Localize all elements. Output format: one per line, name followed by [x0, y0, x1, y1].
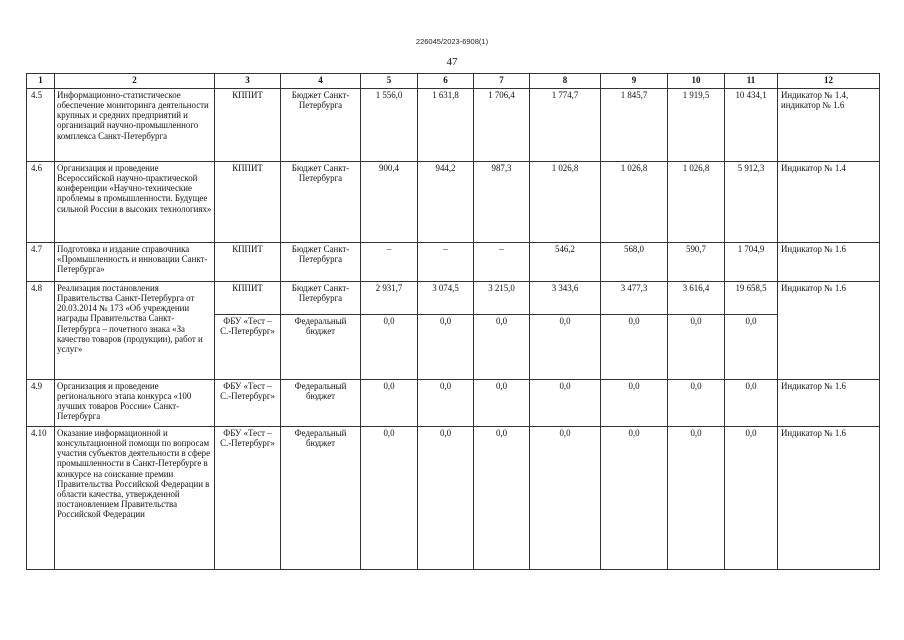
- value-cell: 0,0: [361, 315, 418, 380]
- total-cell: 5 912,3: [725, 162, 778, 243]
- table-row: [27, 427, 880, 570]
- row-number: 4.9: [27, 380, 55, 427]
- indicator: Индикатор № 1.6: [778, 380, 880, 427]
- col-header: 1: [27, 74, 55, 89]
- executor: КППИТ: [215, 162, 281, 243]
- value-cell: 0,0: [601, 427, 668, 570]
- value-cell: 2 931,7: [361, 282, 418, 315]
- col-header: 12: [778, 74, 880, 89]
- indicator: Индикатор № 1.4: [778, 162, 880, 243]
- row-number: 4.8: [27, 282, 55, 380]
- total-cell: 0,0: [725, 427, 778, 570]
- indicator: Индикатор № 1.6: [778, 282, 880, 380]
- funding-source: Федеральный бюджет: [281, 315, 361, 380]
- value-cell: 3 616,4: [668, 282, 725, 315]
- value-cell: 1 026,8: [601, 162, 668, 243]
- value-cell: 0,0: [530, 315, 601, 380]
- total-cell: 10 434,1: [725, 89, 778, 162]
- value-cell: 0,0: [474, 427, 530, 570]
- table-row: [27, 89, 880, 162]
- value-cell: 0,0: [668, 380, 725, 427]
- col-header: 3: [215, 74, 281, 89]
- col-header: 5: [361, 74, 418, 89]
- value-cell: 1 706,4: [474, 89, 530, 162]
- program-table: [26, 73, 880, 570]
- value-cell: 0,0: [361, 380, 418, 427]
- table-row: [27, 380, 880, 427]
- value-cell: 1 631,8: [418, 89, 474, 162]
- total-cell: 0,0: [725, 315, 778, 380]
- value-cell: 1 845,7: [601, 89, 668, 162]
- value-cell: 0,0: [418, 315, 474, 380]
- col-header: 9: [601, 74, 668, 89]
- value-cell: 0,0: [601, 380, 668, 427]
- activity-name: Реализация постановления Правительства Санкт-Петербурга от 20.03.2014 № 173 «Об учреждении награды Правительства Санкт-Петербурга – почетного знака «За качество товаров (продукции), работ и услуг»: [55, 282, 215, 380]
- total-cell: 1 704,9: [725, 243, 778, 282]
- value-cell: 0,0: [361, 427, 418, 570]
- value-cell: 1 026,8: [530, 162, 601, 243]
- value-cell: 0,0: [474, 380, 530, 427]
- col-header: 10: [668, 74, 725, 89]
- value-cell: 1 919,5: [668, 89, 725, 162]
- funding-source: Федеральный бюджет: [281, 380, 361, 427]
- indicator: Индикатор № 1.4, индикатор № 1.6: [778, 89, 880, 162]
- row-number: 4.7: [27, 243, 55, 282]
- activity-name: Информационно-статистическое обеспечение мониторинга деятельности крупных и средних предприятий и организаций научно-промышленного комплекса Санкт-Петербурга: [55, 89, 215, 162]
- total-cell: 19 658,5: [725, 282, 778, 315]
- executor: ФБУ «Тест – С.-Петербург»: [215, 380, 281, 427]
- col-header: 11: [725, 74, 778, 89]
- value-cell: 0,0: [668, 427, 725, 570]
- activity-name: Оказание информационной и консультационной помощи по вопросам участия субъектов деятельности в сфере промышленности в Санкт-Петербурге в конкурсе на соискание премии Правительства Российской Федерации в области качества, утвержденной постановлением Правительства Российской Федерации: [55, 427, 215, 570]
- row-number: 4.5: [27, 89, 55, 162]
- value-cell: 900,4: [361, 162, 418, 243]
- value-cell: 3 477,3: [601, 282, 668, 315]
- header-row: [27, 74, 880, 89]
- funding-source: Бюджет Санкт-Петербурга: [281, 243, 361, 282]
- value-cell: 0,0: [601, 315, 668, 380]
- table-row: [27, 162, 880, 243]
- col-header: 6: [418, 74, 474, 89]
- funding-source: Федеральный бюджет: [281, 427, 361, 570]
- value-cell: 0,0: [418, 427, 474, 570]
- indicator: Индикатор № 1.6: [778, 427, 880, 570]
- value-cell: 944,2: [418, 162, 474, 243]
- page-number: 47: [446, 56, 458, 68]
- value-cell: 3 215,0: [474, 282, 530, 315]
- indicator: Индикатор № 1.6: [778, 243, 880, 282]
- col-header: 8: [530, 74, 601, 89]
- value-cell: 1 774,7: [530, 89, 601, 162]
- value-cell: 0,0: [418, 380, 474, 427]
- value-cell: 546,2: [530, 243, 601, 282]
- table-row: [27, 243, 880, 282]
- row-number: 4.10: [27, 427, 55, 570]
- value-cell: 0,0: [530, 427, 601, 570]
- value-cell: 1 026,8: [668, 162, 725, 243]
- activity-name: Организация и проведение Всероссийской научно-практической конференции «Научно-технические проблемы в промышленности. Будущее сильной России в высоких технологиях»: [55, 162, 215, 243]
- funding-source: Бюджет Санкт-Петербурга: [281, 282, 361, 315]
- value-cell: 0,0: [474, 315, 530, 380]
- total-cell: 0,0: [725, 380, 778, 427]
- document-id: 226045/2023-6908(1): [415, 37, 489, 46]
- activity-name: Подготовка и издание справочника «Промышленность и инновации Санкт-Петербурга»: [55, 243, 215, 282]
- col-header: 2: [55, 74, 215, 89]
- value-cell: –: [474, 243, 530, 282]
- value-cell: 3 074,5: [418, 282, 474, 315]
- value-cell: 3 343,6: [530, 282, 601, 315]
- value-cell: 1 556,0: [361, 89, 418, 162]
- value-cell: –: [361, 243, 418, 282]
- activity-name: Организация и проведение регионального этапа конкурса «100 лучших товаров России» Санкт-Петербурга: [55, 380, 215, 427]
- executor: КППИТ: [215, 243, 281, 282]
- value-cell: 0,0: [668, 315, 725, 380]
- funding-source: Бюджет Санкт-Петербурга: [281, 89, 361, 162]
- executor: ФБУ «Тест – С.-Петербург»: [215, 315, 281, 380]
- value-cell: 590,7: [668, 243, 725, 282]
- value-cell: 987,3: [474, 162, 530, 243]
- col-header: 7: [474, 74, 530, 89]
- value-cell: –: [418, 243, 474, 282]
- value-cell: 0,0: [530, 380, 601, 427]
- executor: ФБУ «Тест – С.-Петербург»: [215, 427, 281, 570]
- executor: КППИТ: [215, 282, 281, 315]
- executor: КППИТ: [215, 89, 281, 162]
- row-number: 4.6: [27, 162, 55, 243]
- funding-source: Бюджет Санкт-Петербурга: [281, 162, 361, 243]
- col-header: 4: [281, 74, 361, 89]
- table-row: [27, 282, 880, 315]
- value-cell: 568,0: [601, 243, 668, 282]
